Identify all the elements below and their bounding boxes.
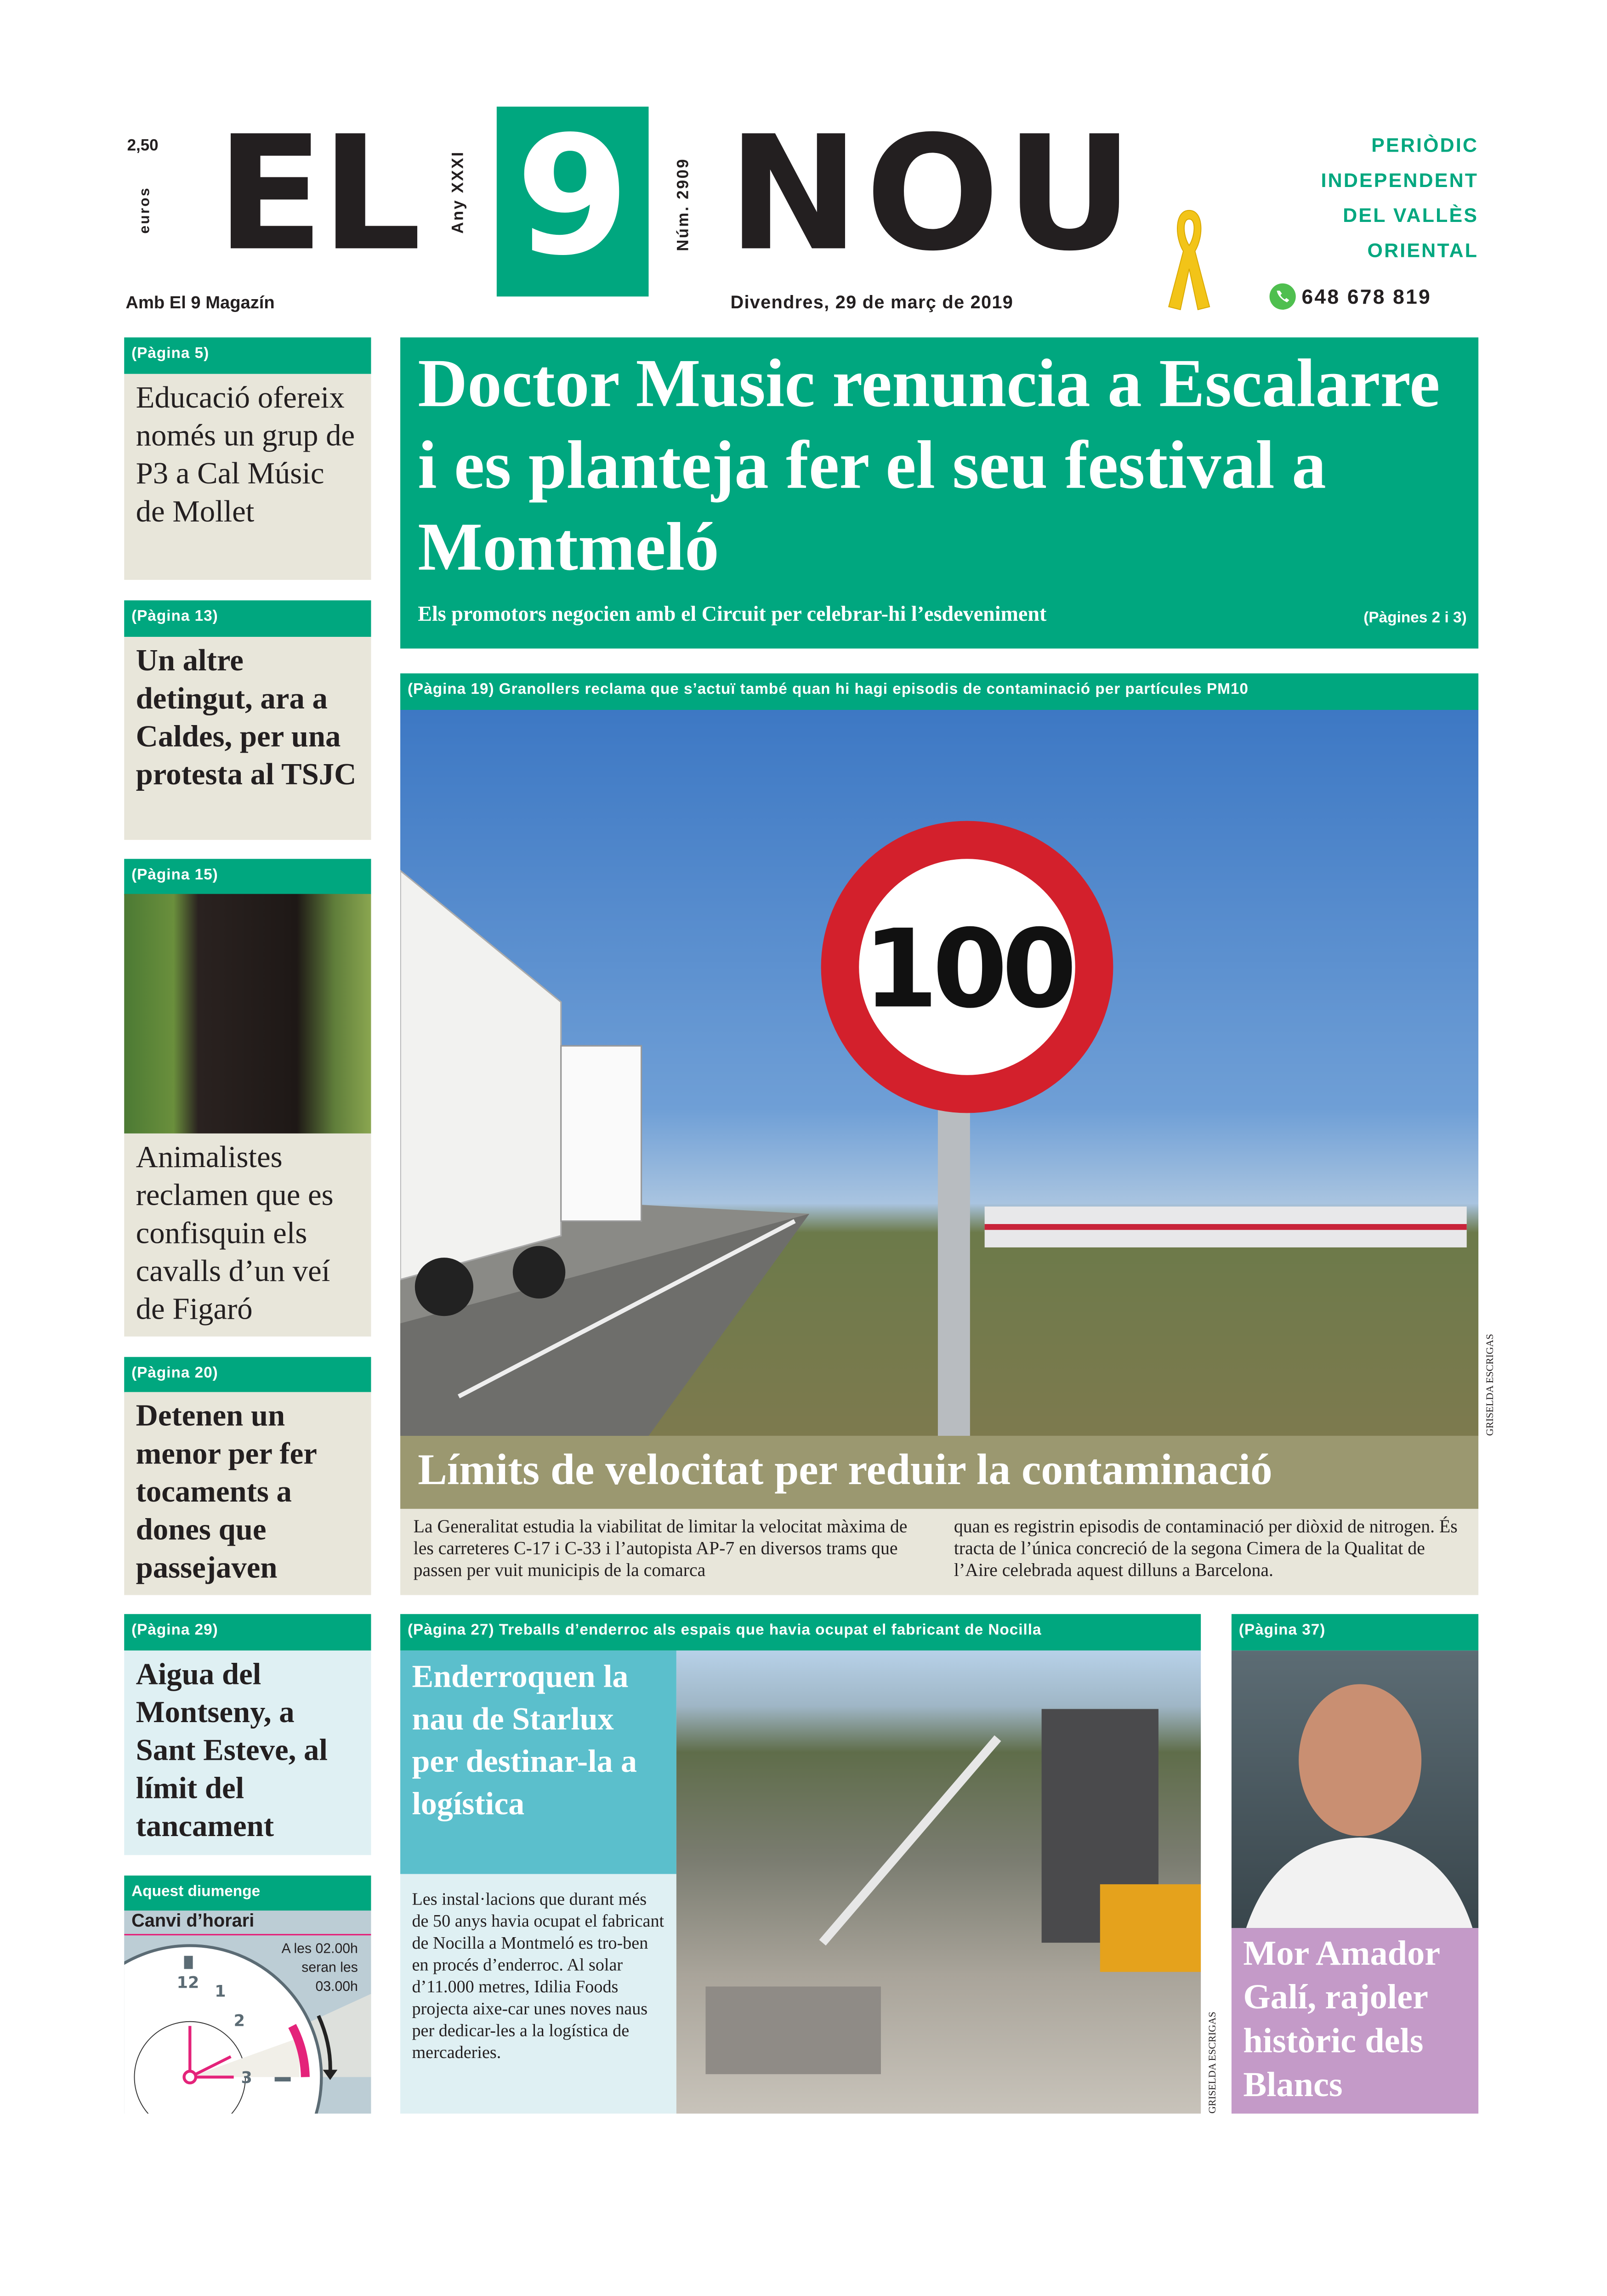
currency: euros [137,187,153,234]
tagline-2: INDEPENDENT [1321,169,1479,192]
issue-number: Núm. 2909 [675,158,693,251]
price: 2,50 [127,137,159,155]
obituary-headline: Mor Amador Galí, rajoler històric dels Blancs [1243,1935,1440,2105]
clock-num-2: 2 [233,2012,245,2030]
horse-photo [124,894,371,1134]
time-change-line-1: A les 02.00h [281,1941,358,1957]
title-nou: NOU [727,103,1140,287]
sidebar-page-ref-4: (Pàgina 20) [124,1357,371,1393]
starlux-label: (Pàgina 27) Treballs d’enderroc als espais que havia ocupat el fabricant de Nocilla [400,1614,1201,1650]
time-change-line-2: seran les [301,1960,358,1977]
obituary-label: (Pàgina 37) [1232,1614,1478,1650]
starlux-headline-box[interactable] [400,1650,676,1874]
sidebar-headline-5[interactable]: Aigua del Montseny, a Sant Esteve, al límit del tancament [124,1650,371,1855]
demolition-photo [676,1650,1201,2114]
clock-num-12: 12 [176,1973,199,1992]
phone-contact[interactable] [1268,282,1431,312]
whatsapp-icon [1268,282,1297,312]
photo-story-title-band [400,1436,1478,1509]
sidebar-page-ref-3: (Pàgina 15) [124,859,371,895]
logo-nine-box [497,102,649,296]
portrait-photo [1232,1650,1478,1928]
lead-headline: Doctor Music renuncia a Escalarre i es planteja fer el seu festival a Montmeló [418,346,1440,586]
starlux-headline: Enderroquen la nau de Starlux per destinar-la a logística [412,1658,637,1822]
supplement-note: Amb El 9 Magazín [125,292,275,313]
yellow-ribbon-icon [1163,204,1215,312]
time-change-title: Canvi d’horari [124,1910,371,1935]
time-change-line-3: 03.00h [315,1979,358,1996]
photo-story-body-right: quan es registrin episodis de contaminació per diòxid de nitrogen. És tracta de l’única concreció de la segona Cimera de la Qualitat de l’Aire celebrada aquest dilluns a Barcelona. [954,1516,1458,1581]
sidebar-headline-4[interactable]: Detenen un menor per fer tocaments a dones que passejaven [124,1392,371,1595]
sidebar-headline-1[interactable]: Educació ofereix només un grup de P3 a Cal Músic de Mollet [124,374,371,580]
sidebar-headline-3[interactable]: Animalistes reclamen que es confisquin els cavalls d’un veí de Figaró [124,1134,371,1337]
sidebar-page-ref-5: (Pàgina 29) [124,1614,371,1650]
tagline-4: ORIENTAL [1367,239,1479,262]
demolition-scene [676,1650,1201,2114]
photo-story-body [400,1509,1478,1595]
time-change-box [124,1876,371,2114]
photo-story-label: (Pàgina 19) Granollers reclama que s’actuï també quan hi hagi episodis de contaminació per partícules PM10 [400,674,1478,710]
photo-story-title: Límits de velocitat per reduir la contaminació [418,1446,1272,1495]
lead-subhead: Els promotors negocien amb el Circuit per celebrar-hi l’esdeveniment [418,603,1047,627]
photo-credit: GRISELDA ESCRIGAS [1484,1333,1496,1436]
tagline-1: PERIÒDIC [1371,134,1479,157]
photo-story-body-left: La Generalitat estudia la viabilitat de limitar la velocitat màxima de les carreteres C-17 i C-33 i l’autopista AP-7 en diversos trams que passen per vuit municipis de la comarca [413,1516,908,1581]
tagline-3: DEL VALLÈS [1343,204,1479,227]
logo-nine: 9 [516,102,630,292]
starlux-photo-credit: GRISELDA ESCRIGAS [1206,2012,1219,2114]
phone-number: 648 678 819 [1301,284,1431,308]
lead-story[interactable] [400,337,1478,648]
issue-date: Divendres, 29 de març de 2019 [730,292,1014,313]
year-label: Any XXXI [450,150,468,234]
road-scene [400,710,1478,1436]
starlux-body-box [400,1874,676,2114]
sidebar-page-ref-2: (Pàgina 13) [124,601,371,637]
portrait [1232,1650,1478,1928]
starlux-body: Les instal·lacions que durant més de 50 anys havia ocupat el fabricant de Nocilla a Montmeló es tro-ben en procés d’enderroc. Al solar d’11.000 metres, Idilia Foods projecta aixe-car unes noves naus per dedicar-les a la logística de mercaderies. [412,1888,664,2063]
title-el: EL [216,103,419,287]
obituary-headline-box[interactable] [1232,1928,1478,2114]
time-change-text [282,1940,358,1997]
sidebar-page-ref-1: (Pàgina 5) [124,337,371,374]
time-change-label: Aquest diumenge [124,1876,371,1910]
sidebar-headline-2[interactable]: Un altre detingut, ara a Caldes, per una protesta al TSJC [124,637,371,840]
speed-sign-photo [400,710,1478,1436]
speed-sign-value: 100 [863,907,1071,1032]
clock-num-1: 1 [215,1982,226,2001]
clock-num-3: 3 [241,2069,252,2087]
lead-page-ref: (Pàgines 2 i 3) [1363,609,1467,627]
